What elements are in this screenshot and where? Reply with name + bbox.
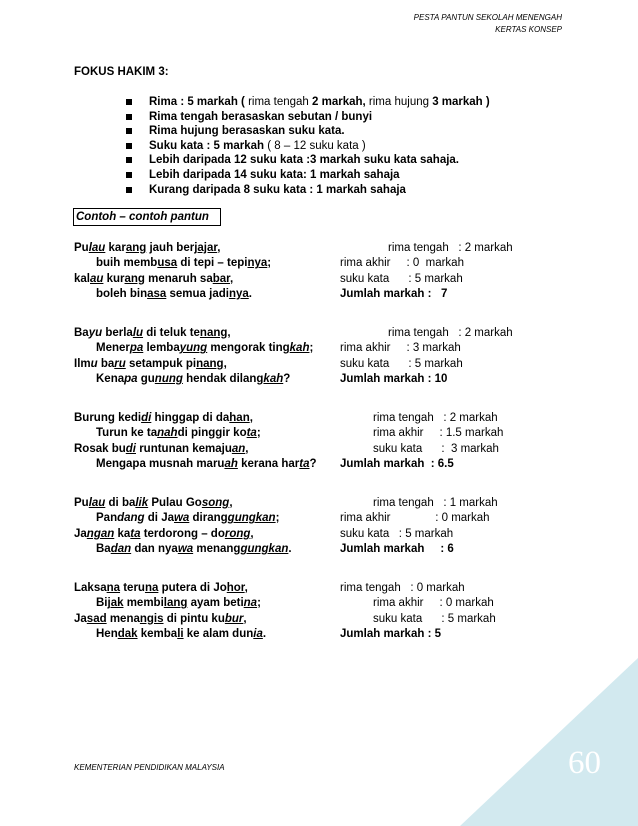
pantun-text: boleh bin [96,288,148,301]
pantun-text: Ba [96,543,111,556]
criteria-text: 3 markah ) [432,96,490,108]
score-line: rima akhir : 3 markah [340,342,461,355]
pantun-text: nang [196,357,224,370]
page-number: 60 [568,745,601,781]
pantun-text: rong [224,527,251,540]
pantun-text: ke alam dun [183,628,254,641]
criteria-text: 2 markah, [312,96,366,108]
score-total: Jumlah markah : 5 [340,628,441,641]
pantun-text: ayam beti [187,597,244,610]
score-line: rima tengah : 0 markah [340,582,465,594]
criteria-text: ( 8 – 12 suku kata ) [264,139,366,152]
score-line: rima tengah : 1 markah [373,497,498,509]
pantun-text: Ja [74,527,87,540]
pantun-text: wa [173,512,190,525]
criteria-text: Lebih daripada 14 suku kata: 1 markah sahaja [149,168,400,181]
pantun-text: di Ja [144,512,174,525]
pantun-text: hendak dilang [182,373,264,386]
score-line: suku kata : 5 markah [373,612,496,625]
pantun-text: , [244,582,248,594]
pantun-text: Pu [74,497,89,509]
pantun-text: Rosak bu [74,442,126,455]
pantun-text: nya [228,288,249,301]
pantun-text: ta [299,458,310,471]
pantun-text: pa [129,342,144,355]
pantun-text: li [177,628,184,641]
criteria-text: Suku kata : 5 markah [149,139,265,152]
pantun-text: Ja [74,612,87,625]
pantun-text: lu [132,327,144,339]
criteria-text: Kurang daripada 8 suku kata : 1 markah sahaja [149,183,406,196]
score-line: rima akhir : 1.5 markah [373,427,504,440]
pantun-text: Mener [96,342,130,355]
pantun-text: di ba [105,497,136,509]
pantun-text: . [262,628,267,641]
pantun-text: di pintu ku [163,612,225,625]
pantun-text: yung [179,342,208,355]
pantun-text: yu [88,327,103,339]
pantun-text: an [231,442,246,455]
pantun-text: setampuk pi [125,357,197,370]
score-line: rima akhir : 0 markah [340,512,490,525]
pantun-text: . [248,288,252,301]
pantun-text: dirang [189,512,228,525]
pantun-text: dak [117,628,138,641]
pantun-text: u [90,357,98,370]
pantun-text: kur [103,272,125,285]
pantun-text: mengorak ting [207,342,290,355]
pantun-text: kerana har [237,458,300,471]
pantun-text: Pulau Go [148,497,202,509]
pantun-text: ? [283,373,291,386]
pantun-text: ang [124,272,145,285]
section-title: FOKUS HAKIM 3: [74,66,169,78]
pantun-text: lemba [143,342,180,355]
pantun-text: di tepi – tepi [177,257,248,270]
pantun-text: gungkan [240,543,289,556]
pantun-text: ru [114,357,126,370]
header-line-1: PESTA PANTUN SEKOLAH MENENGAH [413,13,562,22]
pantun-text: ka [114,527,131,540]
pantun-text: mena [106,612,140,625]
pantun-text: dan [110,543,132,556]
pantun-text: dang [117,512,145,525]
score-line: suku kata : 5 markah [340,272,463,285]
score-total: Jumlah markah : 10 [340,373,448,386]
pantun-text: . [288,543,292,556]
pantun-text: , [249,412,253,424]
pantun-text: Mengapa musnah maru [96,458,225,471]
pantun-text: , [217,242,221,254]
pantun-text: putera di Jo [158,582,227,594]
pantun-text: menaruh sa [144,272,213,285]
pantun-text: terdorong – do [140,527,225,540]
pantun-text: jajar [194,242,218,254]
pantun-text: membi [123,597,164,610]
score-total: Jumlah markah : 7 [340,288,448,301]
pantun-text: gu [137,373,155,386]
criteria-text: Lebih daripada 12 suku kata :3 markah suku kata sahaja. [149,154,459,167]
pantun-text: Kena [96,373,125,386]
pantun-text: kah [263,373,284,386]
score-line: rima tengah : 2 markah [388,242,513,254]
pantun-text: lang [163,597,188,610]
pantun-text: kar [108,242,126,254]
pantun-text: kemba [137,628,178,641]
pantun-text: menang [193,543,241,556]
pantun-text: semua jadi [166,288,229,301]
pantun-text: , [243,612,247,625]
pantun-text: buih memb [96,257,158,270]
pantun-text: song [201,497,230,509]
pantun-text: ; [267,257,272,270]
score-line: rima akhir : 0 markah [373,597,494,610]
pantun-text: ta [130,527,141,540]
criteria-text: rima hujung [365,96,433,108]
pantun-text: Hen [96,628,118,641]
pantun-text: lau [88,242,106,254]
pantun-text: han [229,412,250,424]
pantun-text: kal [74,272,90,285]
pantun-text: berla [102,327,133,339]
criteria-text: Rima : 5 markah ( [149,96,249,108]
pantun-text: , [250,527,254,540]
pantun-text: na [243,597,258,610]
pantun-text: ngan [86,527,115,540]
pantun-text: di teluk te [143,327,200,339]
pantun-text: na [106,582,121,594]
pantun-text: ? [309,458,317,471]
pantun-text: asa [147,288,167,301]
pantun-text: au [90,272,104,285]
pantun-text: na [144,582,159,594]
pantun-text: , [245,442,249,455]
pantun-text: , [227,327,231,339]
pantun-text: ang [125,242,147,254]
pantun-text: gungkan [227,512,276,525]
pantun-text: dan nya [131,543,178,556]
score-line: rima akhir : 0 markah [340,257,464,270]
score-line: suku kata : 5 markah [340,527,454,540]
pantun-text: hinggap di da [151,412,230,424]
pantun-text: Turun ke ta [96,427,158,440]
pantun-text: , [229,497,233,509]
pantun-text: Pan [96,512,118,525]
pantun-text: runtunan kemaju [136,442,232,455]
pantun-text: kah [289,342,310,355]
pantun-text: nang [199,327,228,339]
pantun-text: hor [226,582,245,594]
pantun-text: sad [86,612,107,625]
corner-triangle [460,658,638,826]
pantun-text: pa [124,373,138,386]
criteria-text: rima tengah [248,96,313,108]
pantun-text: , [223,357,227,370]
pantun-text: ; [275,512,280,525]
score-total: Jumlah markah : 6.5 [340,458,454,471]
pantun-text: di [141,412,152,424]
pantun-text: ah [224,458,238,471]
pantun-text: ; [309,342,314,355]
score-line: rima tengah : 2 markah [373,412,498,424]
pantun-text: usa [157,257,178,270]
score-line: suku kata : 5 markah [340,357,463,370]
pantun-text: lau [88,497,106,509]
score-line: rima tengah : 2 markah [388,327,513,339]
pantun-text: ba [97,357,115,370]
header-line-2: KERTAS KONSEP [495,25,562,34]
pantun-text: wa [177,543,194,556]
pantun-text: Laksa [74,582,107,594]
footer-text: KEMENTERIAN PENDIDIKAN MALAYSIA [74,763,225,772]
pantun-text: nya [247,257,268,270]
pantun-text: Bi [96,597,108,610]
pantun-text: teru [120,582,145,594]
pantun-text: Pu [74,242,89,254]
pantun-text: bar [212,272,230,285]
pantun-text: Ilm [74,357,91,370]
pantun-text: jauh ber [146,242,195,254]
pantun-text: jak [107,597,124,610]
pantun-text: nung [154,373,183,386]
pantun-text: ta [246,427,257,440]
pantun-text: di [125,442,136,455]
pantun-text: lik [135,497,149,509]
examples-heading: Contoh – contoh pantun [73,208,221,226]
criteria-text: Rima hujung berasaskan suku kata. [149,125,345,138]
pantun-text: , [229,272,234,285]
criteria-text: Rima tengah berasaskan sebutan / bunyi [149,110,373,123]
pantun-text: bur [224,612,244,625]
pantun-text: ngis [139,612,164,625]
pantun-text: di pinggir ko [177,427,247,440]
score-line: suku kata : 3 markah [373,442,499,455]
pantun-text: ; [257,597,261,610]
pantun-text: nah [157,427,178,440]
score-total: Jumlah markah : 6 [340,543,454,556]
pantun-text: Burung kedi [74,412,142,424]
pantun-text: ia [253,628,263,641]
pantun-text: Ba [74,327,89,339]
pantun-text: ; [256,427,261,440]
